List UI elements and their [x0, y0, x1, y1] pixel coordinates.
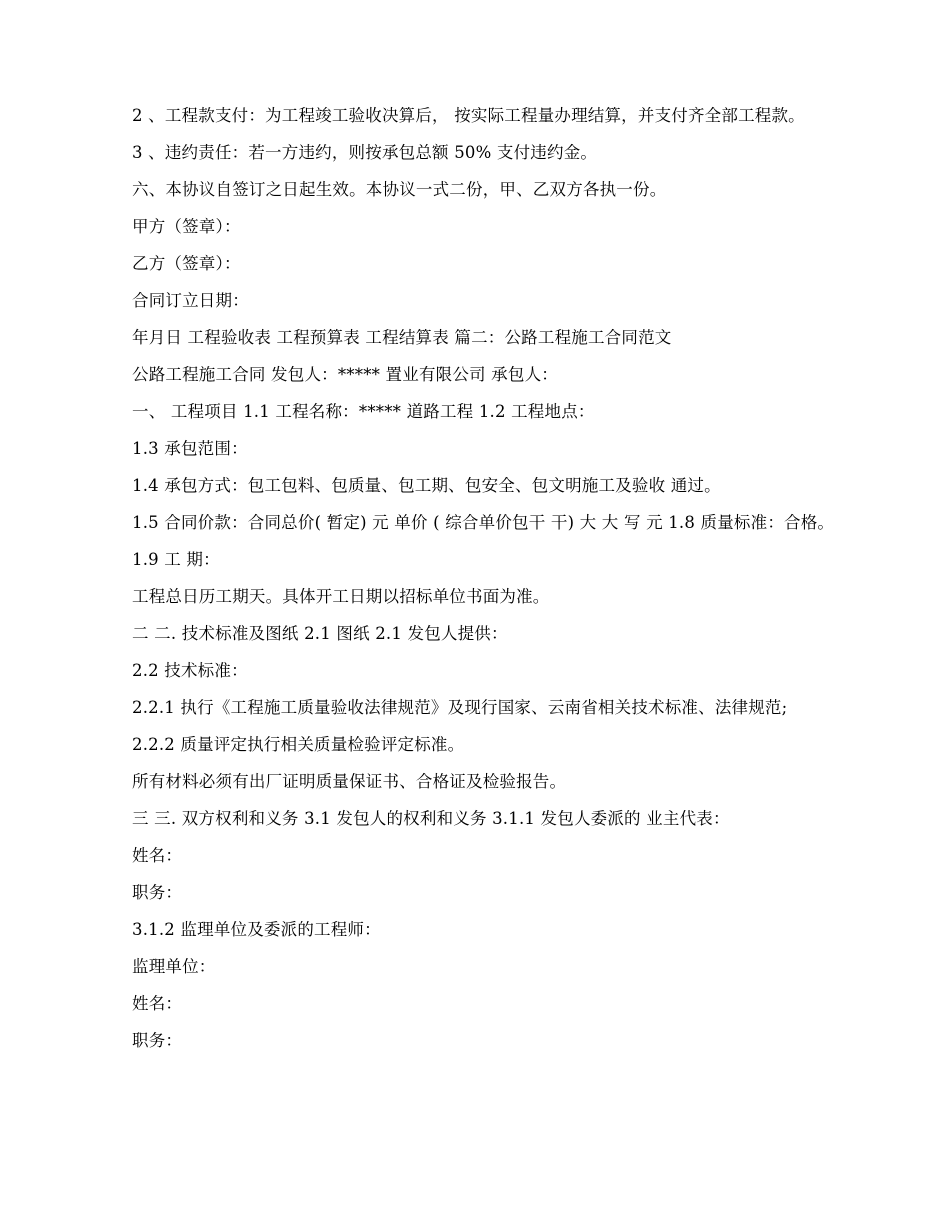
technical-standards-label: 2.2 技术标准： — [132, 661, 248, 680]
clause-breach-liability: 3 、违约责任：若一方违约，则按承包总额 50% 支付违约金。 — [132, 143, 598, 162]
technical-standards-2-2-2: 2.2.2 质量评定执行相关质量检验评定标准。 — [132, 735, 465, 754]
supervision-heading: 3.1.2 监理单位及委派的工程师： — [132, 920, 381, 939]
technical-standards-heading: 二 二. 技术标准及图纸 2.1 图纸 2.1 发包人提供： — [132, 624, 508, 643]
engineer-name: 姓名： — [132, 994, 183, 1013]
contract-price: 1.5 合同价款：合同总价( 暂定) 元 单价 ( 综合单价包干 干) 大 大 写 元 1.8 质量标准：合格。 — [132, 513, 835, 532]
materials-requirement: 所有材料必须有出厂证明质量保证书、合格证及检验报告。 — [132, 772, 567, 791]
clause-effective: 六、本协议自签订之日起生效。本协议一式二份，甲、乙双方各执一份。 — [132, 180, 667, 199]
project-info: 一、 工程项目 1.1 工程名称：***** 道路工程 1.2 工程地点： — [132, 402, 595, 421]
contract-scope: 1.3 承包范围： — [132, 439, 248, 458]
party-a-signature: 甲方（签章）： — [132, 217, 241, 236]
rights-obligations-heading: 三 三. 双方权利和义务 3.1 发包人的权利和义务 3.1.1 发包人委派的 业主代表： — [132, 809, 730, 828]
document-page — [114, 106, 842, 1068]
technical-standards-2-2-1: 2.2.1 执行《工程施工质量验收法律规范》及现行国家、云南省相关技术标准、法律规范; — [132, 698, 788, 717]
party-b-signature: 乙方（签章）： — [132, 254, 241, 273]
supervision-unit: 监理单位： — [132, 957, 216, 976]
contract-date: 合同订立日期： — [132, 291, 249, 310]
section-heading-part-two: 年月日 工程验收表 工程预算表 工程结算表 篇二：公路工程施工合同范文 — [132, 328, 672, 347]
contract-method: 1.4 承包方式：包工包料、包质量、包工期、包安全、包文明施工及验收 通过。 — [132, 476, 721, 495]
engineer-position: 职务： — [132, 1031, 183, 1050]
contract-parties: 公路工程施工合同 发包人：***** 置业有限公司 承包人： — [132, 365, 558, 384]
clause-payment: 2 、工程款支付：为工程竣工验收决算后， 按实际工程量办理结算，并支付齐全部工程款。 — [132, 106, 805, 125]
contract-period-label: 1.9 工 期： — [132, 550, 220, 569]
contract-period-text: 工程总日历工期天。具体开工日期以招标单位书面为准。 — [132, 587, 550, 606]
owner-rep-position: 职务： — [132, 883, 183, 902]
owner-rep-name: 姓名： — [132, 846, 183, 865]
